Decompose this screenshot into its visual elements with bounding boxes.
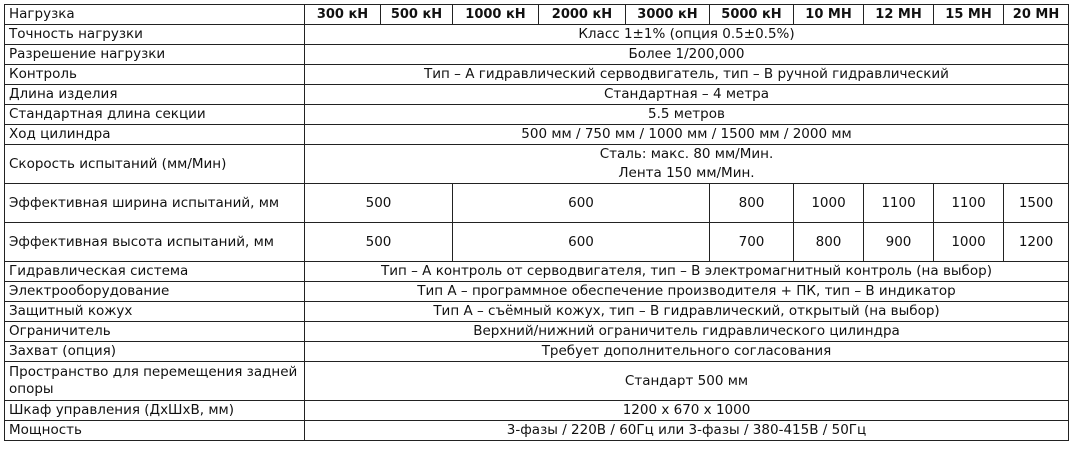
- table-row: [5, 282, 1069, 302]
- table-row: [5, 262, 1069, 282]
- row-label: Шкаф управления (ДхШхВ, мм): [5, 401, 305, 421]
- table-row: [5, 145, 1069, 184]
- row-value: Тип – А контроль от серводвигателя, тип – В электромагнитный контроль (на выбор): [305, 262, 1069, 282]
- load-column-500kn: 500 кН: [381, 5, 453, 25]
- height-value: 600: [453, 223, 710, 262]
- width-value: 1100: [864, 184, 934, 223]
- row-value: Тип А – программное обеспечение производителя + ПК, тип – В индикатор: [305, 282, 1069, 302]
- row-label: Разрешение нагрузки: [5, 45, 305, 65]
- table-row: [5, 65, 1069, 85]
- row-label: Электрооборудование: [5, 282, 305, 302]
- row-value: Верхний/нижний ограничитель гидравлического цилиндра: [305, 322, 1069, 342]
- load-column-300kn: 300 кН: [305, 5, 381, 25]
- row-value: 5.5 метров: [305, 105, 1069, 125]
- width-value: 1100: [934, 184, 1004, 223]
- row-value: Тип А – съёмный кожух, тип – В гидравлический, открытый (на выбор): [305, 302, 1069, 322]
- row-label: Мощность: [5, 421, 305, 441]
- load-column-1000kn: 1000 кН: [453, 5, 539, 25]
- width-value: 500: [305, 184, 453, 223]
- row-value: [305, 145, 1069, 184]
- row-label: Точность нагрузки: [5, 25, 305, 45]
- row-label: Защитный кожух: [5, 302, 305, 322]
- row-label: Контроль: [5, 65, 305, 85]
- table-row: [5, 342, 1069, 362]
- row-label: Эффективная высота испытаний, мм: [5, 223, 305, 262]
- table-row: [5, 322, 1069, 342]
- header-row: [5, 5, 1069, 25]
- row-value: Тип – А гидравлический серводвигатель, тип – В ручной гидравлический: [305, 65, 1069, 85]
- height-value: 1000: [934, 223, 1004, 262]
- table-row: [5, 45, 1069, 65]
- table-row: [5, 184, 1069, 223]
- row-label: Ограничитель: [5, 322, 305, 342]
- table-row: [5, 105, 1069, 125]
- row-value: 500 мм / 750 мм / 1000 мм / 1500 мм / 2000 мм: [305, 125, 1069, 145]
- load-header-label: Нагрузка: [5, 5, 305, 25]
- load-column-12mn: 12 МН: [864, 5, 934, 25]
- height-value: 800: [794, 223, 864, 262]
- table-row: [5, 401, 1069, 421]
- table-row: [5, 85, 1069, 105]
- row-value: Стандартная – 4 метра: [305, 85, 1069, 105]
- load-column-15mn: 15 МН: [934, 5, 1004, 25]
- table-row: [5, 362, 1069, 401]
- speed-steel-text: Сталь: макс. 80 мм/Мин.: [599, 146, 774, 162]
- speed-tape-text: Лента 150 мм/Мин.: [618, 165, 755, 181]
- row-label: Стандартная длина секции: [5, 105, 305, 125]
- row-value: Класс 1±1% (опция 0.5±0.5%): [305, 25, 1069, 45]
- row-label: Пространство для перемещения задней опоры: [5, 362, 305, 401]
- table-row: [5, 302, 1069, 322]
- load-column-10mn: 10 МН: [794, 5, 864, 25]
- load-column-2000kn: 2000 кН: [539, 5, 626, 25]
- row-value: Требует дополнительного согласования: [305, 342, 1069, 362]
- height-value: 900: [864, 223, 934, 262]
- row-value: Стандарт 500 мм: [305, 362, 1069, 401]
- table-row: [5, 25, 1069, 45]
- row-label: Эффективная ширина испытаний, мм: [5, 184, 305, 223]
- table-row: [5, 421, 1069, 441]
- load-column-5000kn: 5000 кН: [710, 5, 794, 25]
- row-label: Гидравлическая система: [5, 262, 305, 282]
- width-value: 800: [710, 184, 794, 223]
- row-label: Длина изделия: [5, 85, 305, 105]
- row-value: Более 1/200,000: [305, 45, 1069, 65]
- height-value: 500: [305, 223, 453, 262]
- row-value: 1200 x 670 x 1000: [305, 401, 1069, 421]
- row-label: Ход цилиндра: [5, 125, 305, 145]
- load-column-20mn: 20 МН: [1004, 5, 1069, 25]
- height-value: 700: [710, 223, 794, 262]
- width-value: 1000: [794, 184, 864, 223]
- width-value: 600: [453, 184, 710, 223]
- table-row: [5, 223, 1069, 262]
- width-value: 1500: [1004, 184, 1069, 223]
- table-row: [5, 125, 1069, 145]
- specification-table: [4, 4, 1069, 441]
- load-column-3000kn: 3000 кН: [626, 5, 710, 25]
- height-value: 1200: [1004, 223, 1069, 262]
- row-value: 3-фазы / 220В / 60Гц или 3-фазы / 380-415В / 50Гц: [305, 421, 1069, 441]
- row-label: Скорость испытаний (мм/Мин): [5, 145, 305, 184]
- row-label: Захват (опция): [5, 342, 305, 362]
